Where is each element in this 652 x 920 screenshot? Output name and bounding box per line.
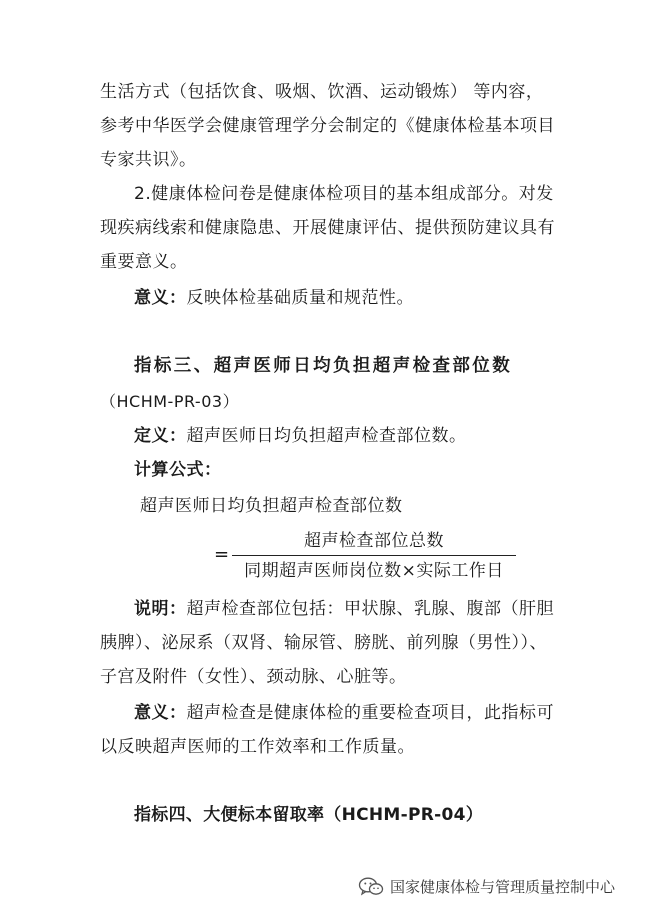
indicator-3-definition	[134, 424, 604, 448]
footer-text: 国家健康体检与管理质量控制中心	[390, 878, 616, 896]
paragraph-1-line-2: 参考中华医学会健康管理学分会制定的《健康体检基本项目	[100, 116, 555, 136]
formula-fraction	[232, 529, 516, 583]
paragraph-1-line-1: 生活方式（包括饮食、吸烟、饮酒、运动锻炼） 等内容，	[100, 82, 544, 102]
significance-3-label: 意义：	[134, 703, 187, 723]
paragraph-2-line-2: 现疾病线索和健康隐患、开展健康评估、提供预防建议具有	[100, 218, 555, 238]
paragraph-1-line-3: 专家共识》。	[100, 150, 197, 170]
formula-numerator: 超声检查部位总数	[304, 531, 444, 551]
note-line-3: 子宫及附件（女性）、颈动脉、心脏等。	[100, 667, 407, 687]
significance-3-line-2: 以反映超声医师的工作效率和工作质量。	[100, 737, 415, 757]
paragraph-2-line-3: 重要意义。	[100, 252, 188, 272]
definition-text: 超声医师日均负担超声检查部位数。	[186, 426, 467, 446]
note-text-1: 超声检查部位包括：甲状腺、乳腺、腹部（肝胆	[186, 599, 554, 619]
significance-1-text: 反映体检基础质量和规范性。	[186, 288, 414, 308]
indicator-3-title: 指标三、超声医师日均负担超声检查部位数	[134, 356, 513, 376]
note-line-2: 胰脾）、泌尿系（双肾、输尿管、膀胱、前列腺（男性））、	[100, 633, 547, 653]
formula-label: 计算公式：	[134, 460, 222, 480]
note-label: 说明：	[134, 599, 187, 619]
significance-1-label: 意义：	[134, 288, 187, 308]
watermark-footer	[358, 876, 615, 897]
significance-1	[134, 286, 604, 310]
paragraph-2-line-1: 2.健康体检问卷是健康体检项目的基本组成部分。对发	[134, 184, 554, 204]
formula-equals: =	[214, 544, 230, 565]
significance-3-line-1	[134, 701, 604, 725]
note-line-1	[134, 597, 604, 621]
formula-name: 超声医师日均负担超声检查部位数	[140, 496, 403, 516]
fraction-bar	[232, 555, 516, 556]
definition-label: 定义：	[134, 426, 187, 446]
indicator-4-title: 指标四、大便标本留取率（HCHM-PR-04）	[134, 805, 484, 825]
formula-denominator: 同期超声医师岗位数×实际工作日	[244, 561, 504, 581]
wechat-icon	[358, 877, 384, 897]
indicator-3-code: （HCHM-PR-03）	[100, 392, 240, 411]
significance-3-text-1: 超声检查是健康体检的重要检查项目，此指标可	[186, 703, 554, 723]
